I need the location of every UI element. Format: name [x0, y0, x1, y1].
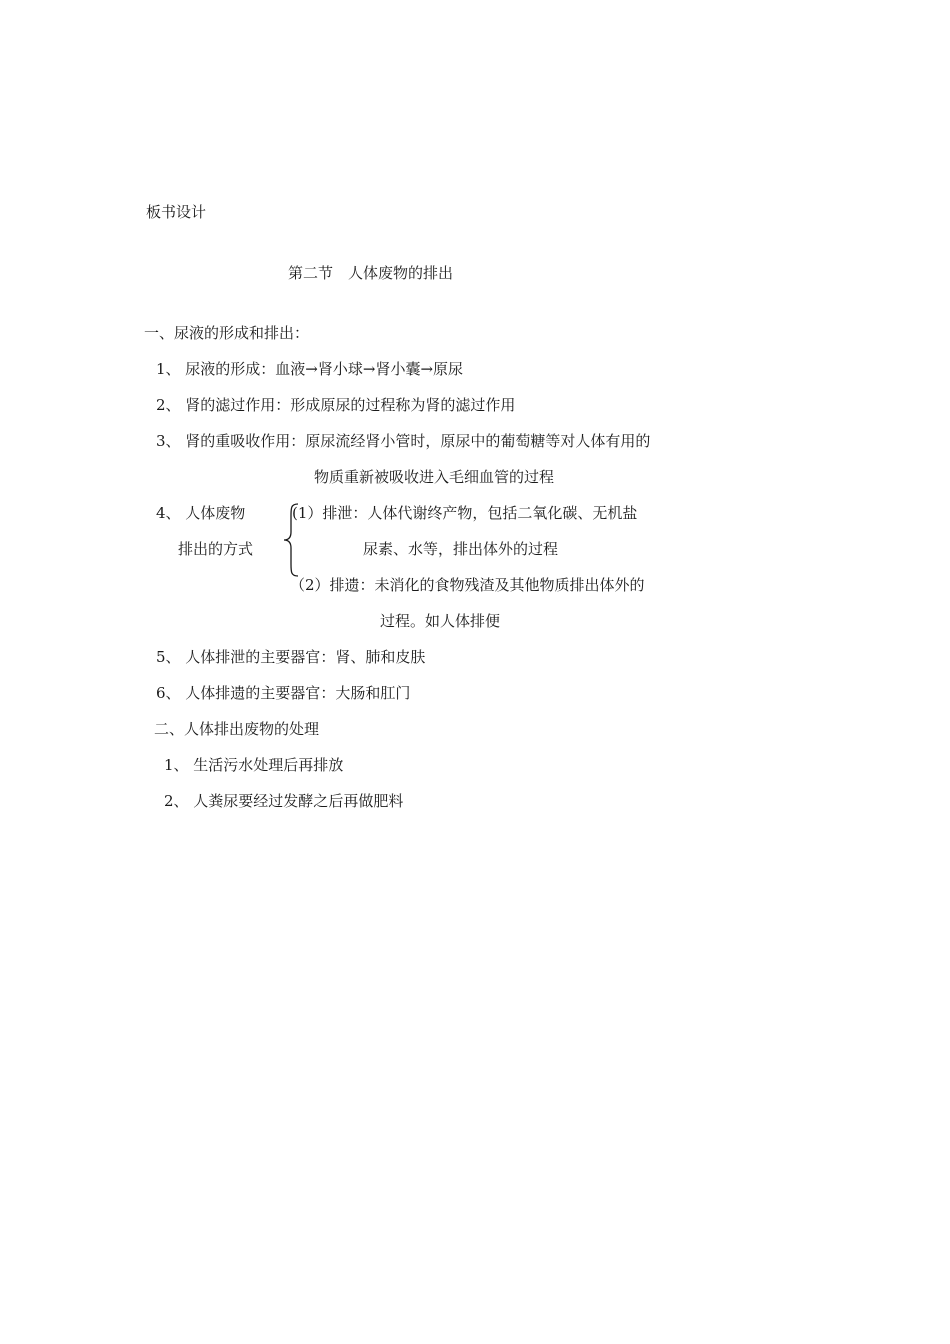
- part2-item2: 2、 人粪尿要经过发酵之后再做肥料: [164, 792, 404, 810]
- part2-heading: 二、人体排出废物的处理: [154, 720, 320, 738]
- part1-heading: 一、尿液的形成和排出：: [144, 324, 310, 342]
- part2-item1: 1、 生活污水处理后再排放: [164, 756, 344, 774]
- part1-item3-line2: 物质重新被吸收进入毛细血管的过程: [314, 468, 555, 486]
- section-title: 第二节 人体废物的排出: [288, 264, 454, 282]
- part1-item4-branch1-line1: (1）排泄：人体代谢终产物，包括二氧化碳、无机盐: [292, 504, 638, 522]
- part1-item1: 1、 尿液的形成：血液→肾小球→肾小囊→原尿: [156, 360, 464, 378]
- part1-item6: 6、 人体排遗的主要器官：大肠和肛门: [156, 684, 411, 702]
- board-heading: 板书设计: [146, 203, 207, 221]
- part1-item3-line1: 3、 肾的重吸收作用：原尿流经肾小管时，原尿中的葡萄糖等对人体有用的: [156, 432, 651, 450]
- part1-item4-branch2-line1: （2）排遗：未消化的食物残渣及其他物质排出体外的: [290, 576, 645, 594]
- part1-item4-label-line1: 4、 人体废物: [156, 504, 246, 522]
- part1-item4-branch1-line2: 尿素、水等，排出体外的过程: [363, 540, 559, 558]
- part1-item5: 5、 人体排泄的主要器官：肾、肺和皮肤: [156, 648, 426, 666]
- part1-item4-label-line2: 排出的方式: [178, 540, 254, 558]
- part1-item4-branch2-line2: 过程。如人体排便: [380, 612, 501, 630]
- part1-item2: 2、 肾的滤过作用：形成原尿的过程称为肾的滤过作用: [156, 396, 516, 414]
